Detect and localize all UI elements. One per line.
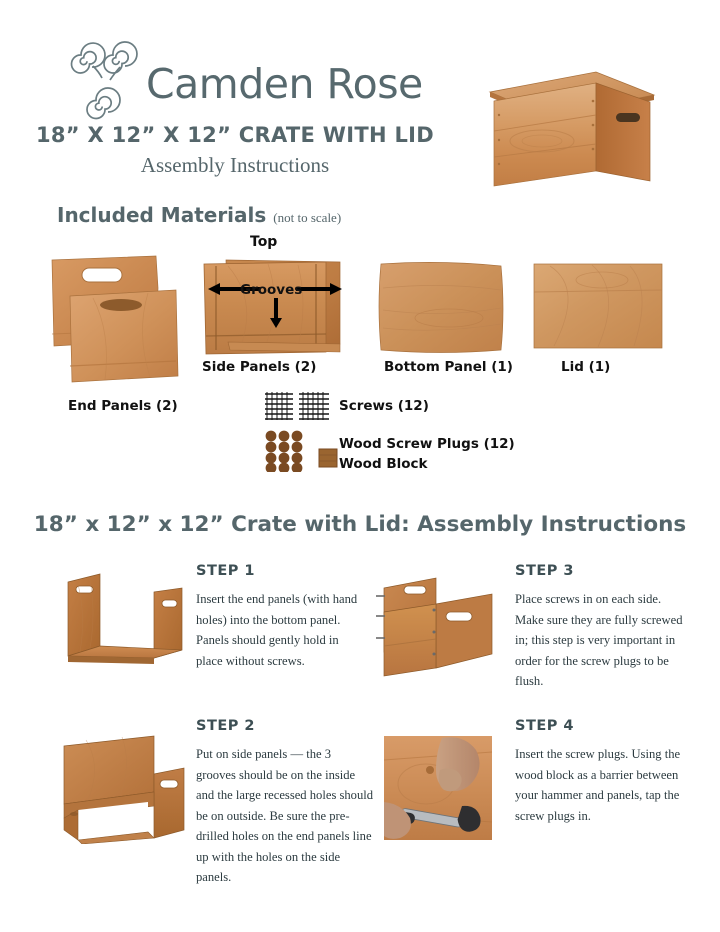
wood-screw-plugs-caption: Wood Screw Plugs (12): [339, 436, 515, 452]
step3-body: Place screws in on each side. Make sure they are fully screwed in; this step is very important in order for the screw plugs to be flush.: [515, 592, 683, 689]
assembly-section-heading: 18” x 12” x 12” Crate with Lid: Assembly Instructions: [33, 512, 687, 537]
step2-title: STEP 2: [196, 718, 256, 734]
brand-logo: [62, 36, 423, 132]
crate-with-lid-photo: [478, 45, 660, 193]
side-panel-top-label: Top: [250, 234, 278, 250]
step1-title: STEP 1: [196, 563, 256, 579]
step2-photo: [58, 718, 196, 844]
step1-photo: [62, 558, 192, 676]
triskelion-spiral-logo-icon: [62, 36, 144, 132]
end-panels-caption: End Panels (2): [68, 398, 178, 414]
bottom-panel-caption: Bottom Panel (1): [384, 359, 513, 375]
step3-photo: [374, 558, 506, 678]
wood-block-icon: [318, 448, 338, 468]
screws-icon: [263, 390, 333, 422]
step1-body: Insert the end panels (with hand holes) into the bottom panel. Panels should gently hold in place without screws.: [196, 592, 358, 668]
bottom-panel-photo: [375, 258, 507, 354]
materials-heading-group: [57, 203, 341, 227]
page-subtitle: Assembly Instructions: [140, 153, 330, 177]
wood-screw-plugs-icon: [264, 430, 310, 472]
step4-photo: [384, 730, 504, 846]
step3-title: STEP 3: [515, 563, 575, 579]
materials-heading: Included Materials: [57, 203, 267, 227]
screws-caption: Screws (12): [339, 398, 429, 414]
brand-name: Camden Rose: [146, 60, 423, 108]
end-panels-photo: [48, 248, 196, 388]
lid-caption: Lid (1): [561, 359, 611, 375]
step2-body: Put on side panels — the 3 grooves should be on the inside and the large recessed holes should be on outside. Be sure the pre-drilled holes on the end panels line up with the holes on the side panels.: [196, 747, 374, 885]
page-title: 18” X 12” X 12” CRATE WITH LID: [35, 123, 434, 147]
wood-block-caption: Wood Block: [339, 456, 428, 472]
step4-body: Insert the screw plugs. Using the wood block as a barrier between your hammer and panels, tap the screw plugs in.: [515, 747, 681, 823]
grooves-label: Grooves: [240, 282, 303, 298]
materials-note: (not to scale): [273, 210, 342, 225]
lid-photo: [530, 258, 666, 354]
side-panels-caption: Side Panels (2): [202, 359, 317, 375]
step4-title: STEP 4: [515, 718, 575, 734]
